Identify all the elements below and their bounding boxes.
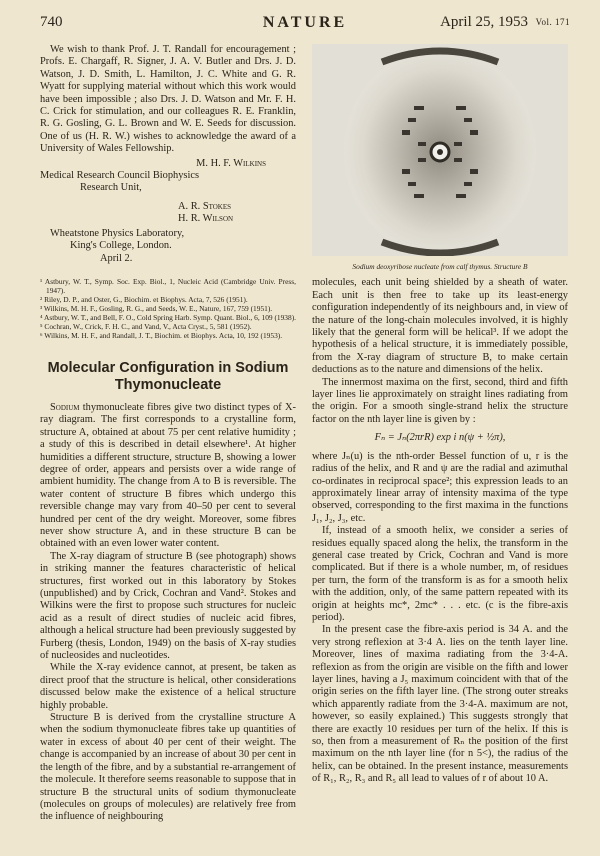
equation: Fₙ = Jₙ(2πrR) exp i n(ψ + ½π),: [374, 432, 506, 444]
xray-diffraction-photograph: [312, 44, 568, 256]
left-column: [40, 44, 296, 824]
article-title: Molecular Configuration in Sodium Thymonucleate: [47, 359, 289, 393]
body-paragraph: In the present case the fibre-axis period is 34 A. and the very strong reflexion at 3·4 A. lies on the tenth layer line. Moreover, lines of maxima radiating from the 3·4-A. reflexion as from the origin are visible on the fifth and lower layer lines, having a J₅ maximum coincident with that of the origin series on the fifth layer line. (The strong outer streaks which apparently radiate from the 3·4-A. maximum are not, however, so easily explained.) This suggests strongly that there are exactly 10 residues per turn of the helix. If this is so, then from a measurement of Rₙ the position of the first maximum on the nth layer line (for n 5<), the radius of the helix, can be obtained. In the present instance, measurements of R₁, R₂, R₃ and R₅ all lead to values of r of about 10 A.: [312, 624, 568, 785]
lead-word: Sodium: [50, 401, 80, 413]
page-number: 740: [40, 14, 63, 30]
reference-item: ⁵ Cochran, W., Crick, F. H. C., and Vand, V., Acta Cryst., 5, 581 (1952).: [40, 321, 252, 331]
body-paragraph: If, instead of a smooth helix, we consider a series of residues equally spaced along the helix, the transform in the general case treated by Crick, Cochran and Vand is more complicated. But if there is a whole number, m, of residues per turn, the form of the transform is as for a smooth helix with the addition, only, of the same pattern repeated with its origin at heights mc*, 2mc* . . . etc. (c is the fibre-axis period).: [312, 525, 568, 623]
body-paragraph: The X-ray diagram of structure B (see photograph) shows in striking manner the features characteristic of helical structures, first worked out in this laboratory by Stokes (unpublished) and by Crick, Cochran and Vand². Stokes and Wilkins were the first to propose such structures for nucleic acid as a result of direct studies of nucleic acid fibres, although a helical structure had been previously suggested by Furberg (thesis, London, 1949) on the basis of X-ray studies of nucleosides and nucleotides.: [40, 550, 296, 662]
reference-item: ³ Wilkins, M. H. F., Gosling, R. G., and Seeds, W. E., Nature, 167, 759 (1951).: [40, 303, 273, 313]
reference-item: ² Riley, D. P., and Oster, G., Biochim. et Biophys. Acta, 7, 526 (1951).: [40, 294, 248, 304]
issue-date: April 25, 1953: [440, 14, 528, 30]
reference-item: ⁴ Astbury, W. T., and Bell, F. O., Cold Spring Harb. Symp. Quant. Biol., 6, 109 (1938).: [40, 312, 297, 322]
affiliation-line: Medical Research Council Biophysics: [40, 170, 200, 182]
author-name: H. R. Wilson: [178, 213, 234, 225]
body-paragraph: Structure B is derived from the crystalline structure A when the sodium thymonucleate fibres take up quantities of water in excess of about 40 per cent of their weight. The change is accompanied by an increase of about 30 per cent in the length of the fibre, and by a substantial re-arrangement of the molecule. It therefore seems reasonable to suppose that in structure B the structural units of sodium thymonucleate (molecules on groups of molecules) are relatively free from the influence of neighbouring: [40, 712, 296, 823]
journal-name: NATURE: [262, 14, 348, 31]
body-paragraph: molecules, each unit being shielded by a sheath of water. Each unit is then free to take up its least-energy configuration independently of its neighbours and, in view of the nature of the long-chain molecules involved, it is highly likely that the general form will be helical³. If we adopt the hypothesis of a helical structure, it is immediately possible, from the X-ray diagram of structure B, to make certain deductions as to the nature and dimensions of the helix.: [312, 277, 568, 376]
body-paragraph: where Jₙ(u) is the nth-order Bessel function of u, r is the radius of the helix, and R and ψ are the radial and azimuthal co-ordinates in reciprocal space²; this expression leads to an approximately linear array of intensity maxima of the type observed, corresponding to the first maxima in the functions J₁, J₂, J₃, etc.: [312, 450, 568, 524]
diffraction-pattern-image: [312, 44, 568, 256]
reference-list: [40, 277, 296, 340]
page-header: [40, 14, 570, 36]
photo-caption: Sodium deoxyribose nucleate from calf thymus. Structure B: [352, 262, 528, 271]
reference-item: ⁶ Wilkins, M. H. F., and Randall, J. T., Biochim. et Biophys. Acta, 10, 192 (1953).: [40, 330, 283, 340]
reference-item: ¹ Astbury, W. T., Symp. Soc. Exp. Biol., 1, Nucleic Acid (Cambridge Univ. Press, 1947).: [40, 276, 296, 295]
right-column: [312, 44, 568, 786]
affiliation-line: Research Unit,: [80, 182, 142, 194]
body-paragraph: [40, 402, 296, 551]
signature-date: April 2.: [100, 252, 133, 264]
body-paragraph: While the X-ray evidence cannot, at present, be taken as direct proof that the structure is helical, other considerations discussed below make the existence of a helical structure highly probable.: [40, 662, 296, 711]
body-text: thymonucleate fibres give two distinct types of X-ray diagram. The first corresponds to a crystalline form, structure A, obtained at about 75 per cent relative humidity ; a study of this is described in detail elsewhere¹. At higher humidities a different structure, structure B, showing a lower degree of order, appears and persists over a wide range of ambient humidity. The change from A to B is reversible. The water content of structure B fibres which undergo this reversible change may vary from 40–50 per cent to several hundred per cent of the dry weight. Moreover, some fibres never show structure A, and in these structure B can be obtained with an even lower water content.: [40, 401, 296, 550]
affiliation-line: Wheatstone Physics Laboratory,: [50, 227, 185, 239]
volume-label: Vol. 171: [535, 17, 570, 27]
signature-block: [40, 158, 296, 265]
affiliation-line: King's College, London.: [70, 240, 172, 252]
author-name: A. R. Stokes: [178, 200, 232, 212]
body-paragraph: The innermost maxima on the first, second, third and fifth layer lines lie approximately on straight lines radiating from the origin. For a smooth single-strand helix the structure factor on the nth layer line is given by :: [312, 376, 568, 425]
acknowledgement-paragraph: We wish to thank Prof. J. T. Randall for encouragement ; Profs. E. Chargaff, R. Signer, J. A. V. Butler and Drs. J. D. Watson, J. D. Smith, L. Hamilton, J. C. White and G. R. Wyatt for supplying material without which this work would have been impossible ; also Drs. J. D. Watson and Mr. F. H. C. Crick for stimulation, and our colleagues R. E. Franklin, R. G. Gosling, G. L. Brown and W. E. Seeds for discussion. One of us (H. R. W.) wishes to acknowledge the award of a University of Wales Fellowship.: [40, 44, 296, 155]
author-name: M. H. F. Wilkins: [196, 157, 266, 169]
